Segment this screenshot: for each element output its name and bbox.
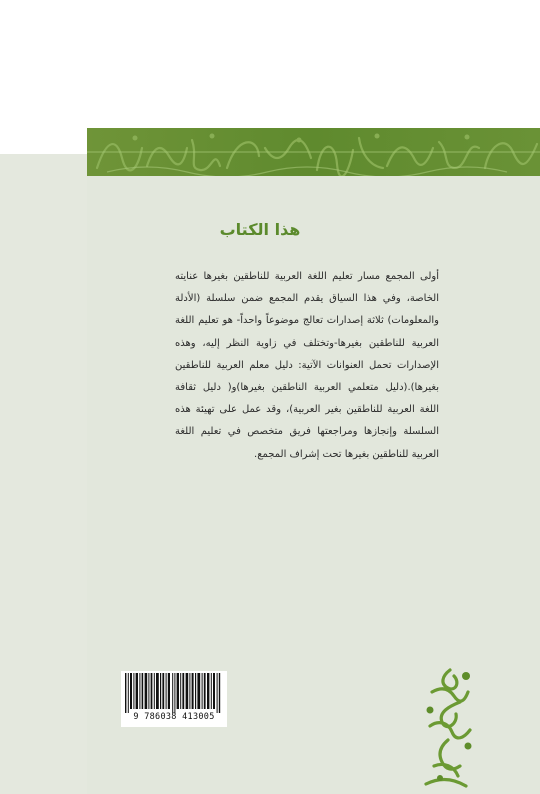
book-description: أولى المجمع مسار تعليم اللغة العربية للناطقين بغيرها عنايته الخاصة، وفي هذا السياق يقدم المجمع ضمن سلسلة (الأدلة والمعلومات) ثلاثة إصدارات تعالج موضوعاً واحداً- هو تعليم اللغة العربية للناطقين بغيرها-وتختلف في زاوية النظر إليه، وهذه الإصدارات تحمل العنوانات الآتية: دليل معلم العربية للناطقين بغيرها).(دليل متعلمي العربية الناطقين بغيرها)و( دليل ثقافة اللغة العربية للناطقين بغير العربية)، وقد عمل على تهيئة هذه السلسلة وإنجازها ومراجعتها فريق متخصص في تعليم اللغة العربية للناطقين بغيرها تحت إشراف المجمع. bbox=[175, 271, 439, 460]
calligraphy-ornament-icon bbox=[420, 662, 480, 794]
calligraphy-pattern-icon bbox=[87, 128, 540, 176]
calligraphy-band bbox=[87, 128, 540, 176]
isbn-barcode bbox=[121, 671, 227, 727]
book-heading: هذا الكتاب bbox=[219, 220, 301, 239]
barcode-bars-icon bbox=[121, 671, 227, 713]
isbn-number: 9 786038 413005 bbox=[133, 712, 215, 722]
